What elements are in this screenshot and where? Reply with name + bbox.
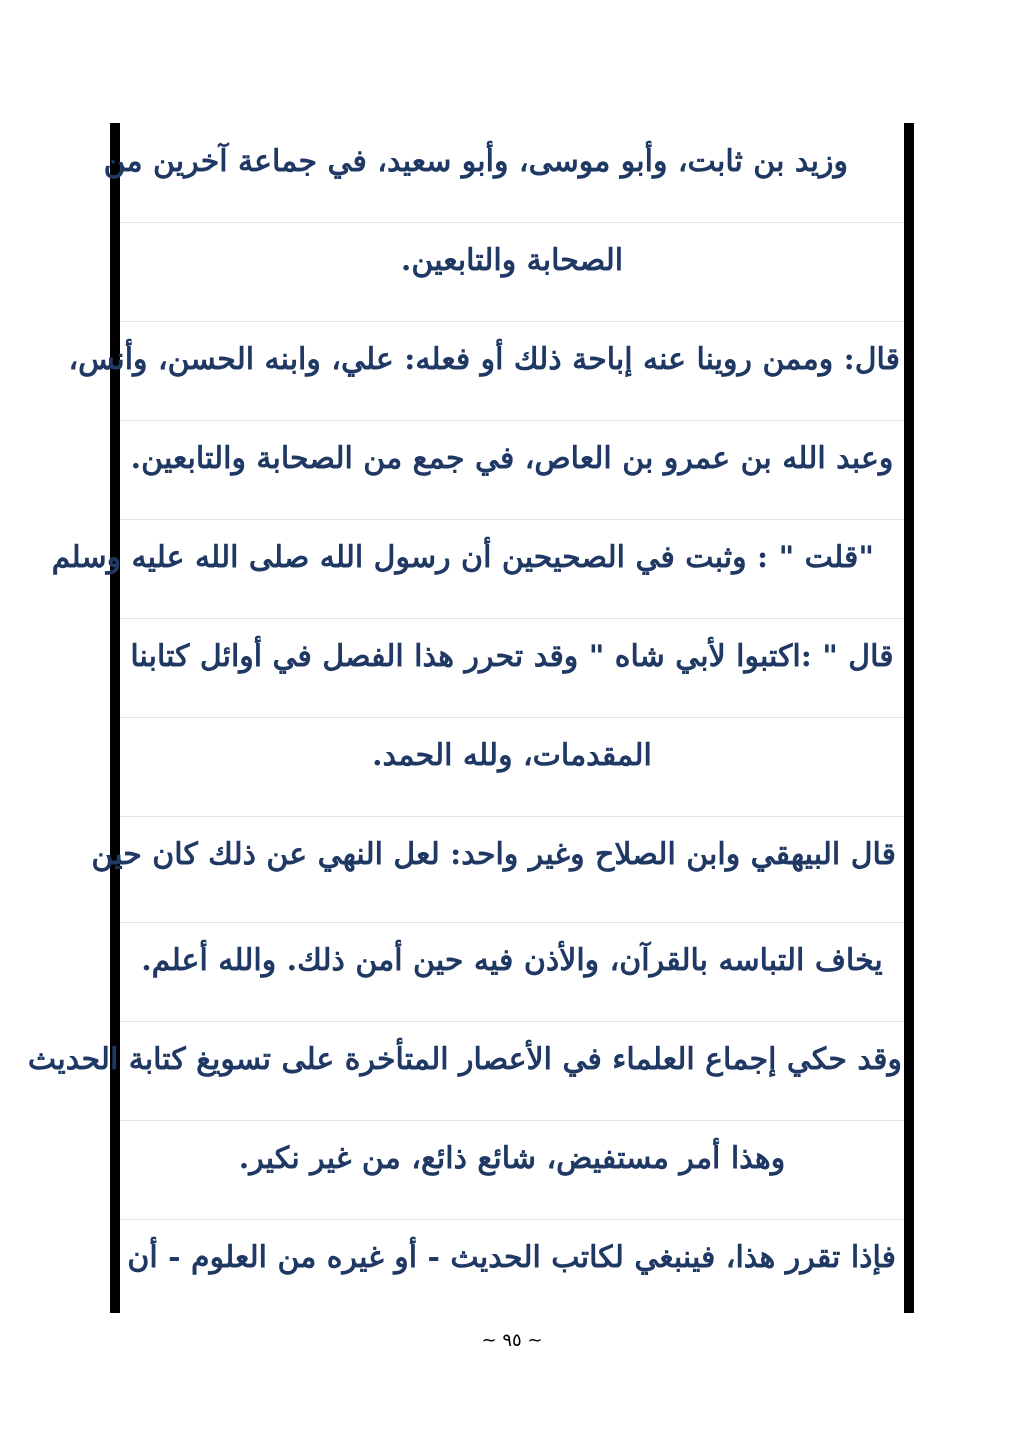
text-line: قال البيهقي وابن الصلاح وغير واحد: لعل النهي عن ذلك كان حين	[91, 837, 896, 872]
text-row	[120, 1109, 904, 1208]
page-border-left	[110, 123, 120, 923]
page-border-right	[904, 123, 914, 923]
text-row	[120, 607, 904, 706]
text-line: قال " :اكتبوا لأبي شاه " وقد تحرر هذا الفصل في أوائل كتابنا	[130, 639, 894, 674]
text-body-lower	[27, 923, 904, 1313]
text-body	[51, 123, 904, 923]
text-row	[68, 310, 904, 409]
text-line: وهذا أمر مستفيض، شائع ذائع، من غير نكير.	[238, 1141, 786, 1176]
text-line: وقد حكي إجماع العلماء في الأعصار المتأخرة على تسويغ كتابة الحديث	[27, 1042, 902, 1077]
text-line: "قلت " : وثبت في الصحيحين أن رسول الله صلى الله عليه وسلم	[51, 540, 874, 575]
text-row	[120, 1208, 904, 1307]
page-border-right-continued	[904, 923, 914, 1313]
text-line: يخاف التباسه بالقرآن، والأذن فيه حين أمن ذلك. والله أعلم.	[141, 943, 883, 978]
text-row	[103, 112, 904, 211]
text-line: المقدمات، ولله الحمد.	[372, 738, 652, 773]
text-line: وزيد بن ثابت، وأبو موسى، وأبو سعيد، في جماعة آخرين من	[103, 144, 848, 179]
text-line: وعبد الله بن عمرو بن العاص، في جمع من الصحابة والتابعين.	[130, 441, 894, 476]
text-row	[120, 211, 904, 310]
page-border-left-continued	[110, 923, 120, 1313]
page-number: ~ ٩٥ ~	[481, 1330, 543, 1351]
text-row	[120, 706, 904, 805]
text-line: الصحابة والتابعين.	[400, 243, 624, 278]
text-row	[120, 911, 904, 1010]
text-line: قال: وممن روينا عنه إباحة ذلك أو فعله: علي، وابنه الحسن، وأنس،	[68, 342, 900, 377]
text-row	[27, 1010, 904, 1109]
text-row	[51, 508, 904, 607]
text-line: فإذا تقرر هذا، فينبغي لكاتب الحديث - أو غيره من العلوم - أن	[127, 1240, 896, 1275]
text-row	[91, 805, 904, 904]
text-row	[120, 409, 904, 508]
